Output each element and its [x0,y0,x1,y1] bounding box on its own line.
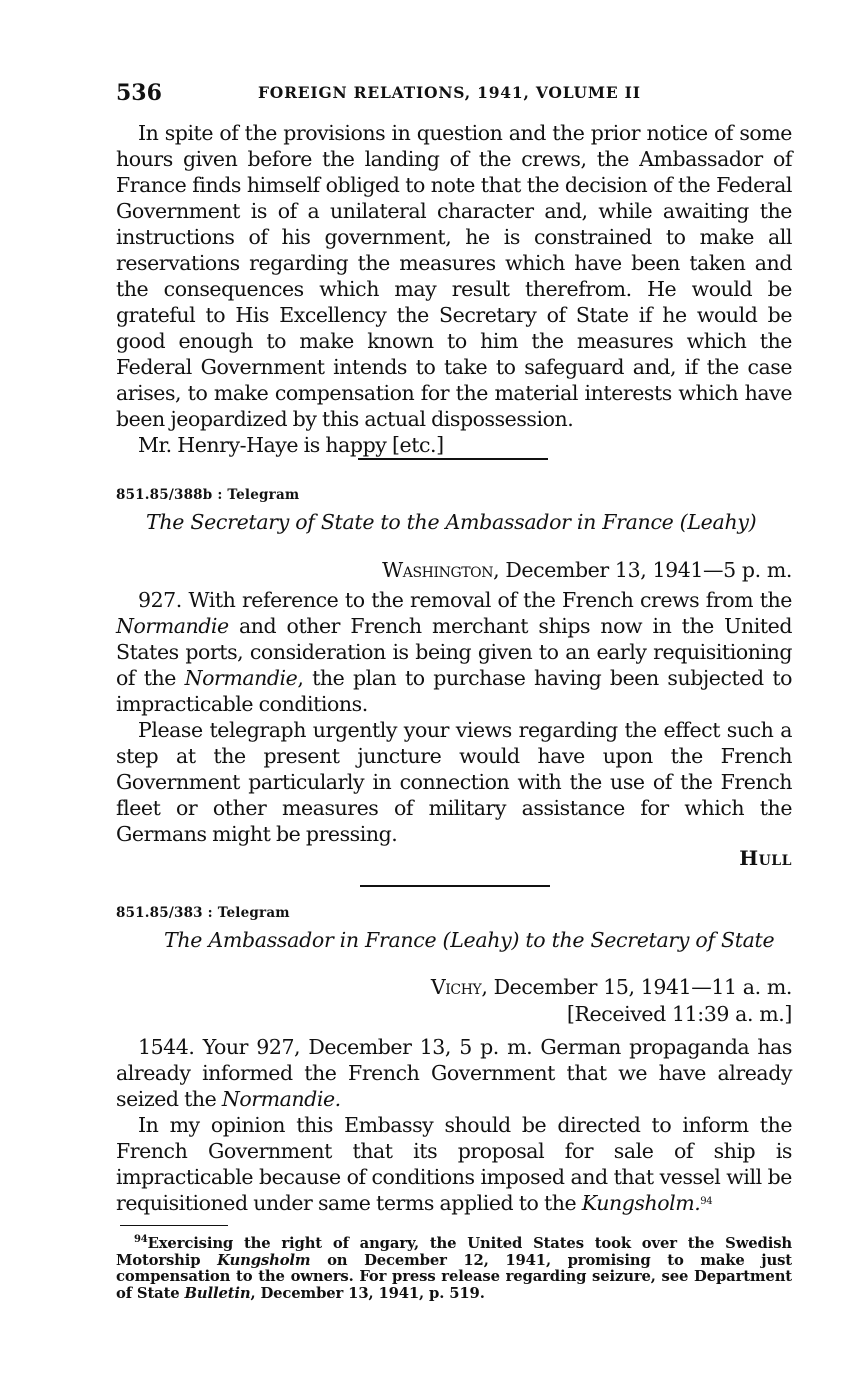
section-divider [360,885,550,887]
note-paragraph-2: Mr. Henry-Haye is happy [etc.] [138,433,444,457]
telegram-text: , the plan to purchase having been subjected to impracticable conditions. [116,666,792,716]
document-title: The Ambassador in France (Leahy) to the Secretary of State [164,928,775,952]
telegram-body [116,587,792,847]
page-header [116,80,792,110]
telegram-paragraph-1 [116,587,792,717]
document-title: The Secretary of State to the Ambassador in France (Leahy) [146,510,757,534]
footnote-text [116,1236,792,1302]
dateline [382,558,792,582]
telegram-text: and other French merchant ships now in the United States ports, consideration is being given to an early requisitioning of the [116,614,792,690]
signature: Hull [739,846,792,870]
received-line: [Received 11:39 a. m.] [566,1002,792,1026]
telegram-paragraph-2: Please telegraph urgently your views regarding the effect such a step at the present juncture would have upon the French Government particularly in connection with the use of the French fleet or other measures of military assistance for which the Germans might be pressing. [116,718,792,846]
telegram-text: 1544. Your 927, December 13, 5 p. m. German propaganda has already informed the French Government that we have already seized the [116,1035,792,1111]
footnote-text-part: on December 12, 1941, promising to make just compensation to the owners. For press release regarding seizure, see Department of State [116,1251,792,1302]
dateline-date: , December 13, 1941—5 p. m. [493,558,792,582]
ship-name: Normandie. [221,1087,341,1111]
footnote-mark: 94 [134,1234,148,1245]
document-reference: 851.85/383 : Telegram [116,905,290,921]
telegram-paragraph-1 [116,1034,792,1112]
dateline-place: Vichy [430,975,482,999]
document-reference: 851.85/388b : Telegram [116,487,300,503]
section-continued-note [116,120,792,458]
ship-name: Normandie [184,666,298,690]
ship-name: Kungsholm. [581,1191,701,1215]
section-divider [358,458,548,460]
publication-name: Bulletin [184,1284,251,1302]
dateline-date: , December 15, 1941—11 a. m. [481,975,792,999]
footnote [116,1236,792,1302]
telegram-text: 927. With reference to the removal of the French crews from the [138,588,792,612]
ship-name: Kungsholm [217,1251,311,1269]
telegram-body [116,1034,792,1216]
footnote-rule [120,1225,228,1226]
footnote-text-part: Exercising the right of angary, the United States took over the Swedish Motorship [116,1235,792,1269]
dateline [431,975,792,999]
ship-name: Normandie [116,614,229,638]
footnote-text-part: , December 13, 1941, p. 519. [250,1284,485,1302]
footnote-reference[interactable]: 94 [700,1196,713,1207]
page-number: 536 [116,80,162,106]
telegram-paragraph-2 [116,1112,792,1216]
dateline-place: Washington [382,558,494,582]
running-head: FOREIGN RELATIONS, 1941, VOLUME II [258,83,641,102]
note-paragraph-1: In spite of the provisions in question and the prior notice of some hours given before the landing of the crews, the Ambassador of France finds himself obliged to note that the decision of the Federal Government is of a unilateral character and, while awaiting the instructions of his government, he is constrained to make all reservations regarding the measures which have been taken and the consequences which may result therefrom. He would be grateful to His Excellency the Secretary of State if he would be good enough to make known to him the measures which the Federal Government intends to take to safeguard and, if the case arises, to make compensation for the material interests which have been jeopardized by this actual dispossession. [116,121,792,431]
telegram-text: In my opinion this Embassy should be directed to inform the French Government that its proposal for sale of ship is impracticable because of conditions imposed and that vessel will be requisitioned under same terms applied to the [116,1113,792,1215]
